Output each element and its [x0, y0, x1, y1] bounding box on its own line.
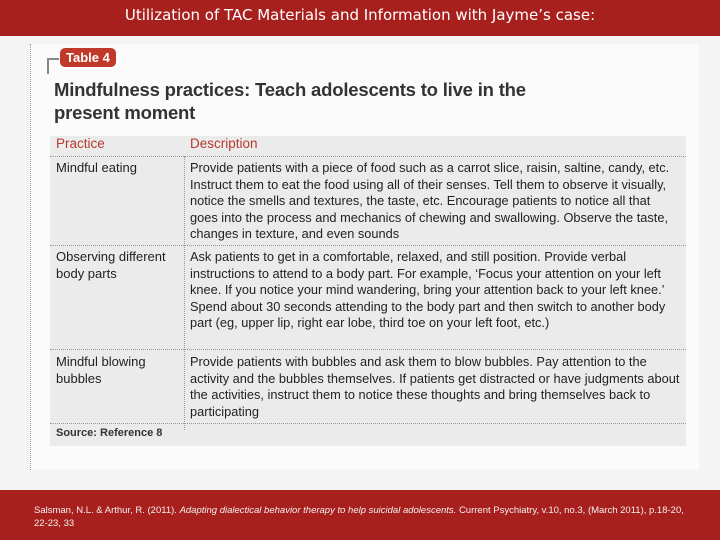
row-divider [50, 349, 686, 350]
table-row-description: Ask patients to get in a comfortable, relaxed, and still position. Provide verbal instructions to attend to a body part. For example, ‘Focus your attention on your left knee. If you notice your mind wandering, bring your attention back to your left knee.’ Spend about 30 seconds attending to the body part and then switch to another body part (eg, upper lip, right ear lobe, third toe on your left foot, etc.) [190, 249, 666, 330]
citation-authors: Salsman, N.L. & Arthur, R. (2011). [34, 505, 177, 516]
slide-title: Utilization of TAC Materials and Information with Jayme’s case: [124, 6, 596, 24]
column-header-description: Description [190, 136, 258, 151]
row-divider [50, 423, 686, 424]
table-row-description: Provide patients with bubbles and ask them to blow bubbles. Pay attention to the activity and the bubbles themselves. If patients get distracted or have judgments about the activities, instruct them to notice these thoughts and bring themselves back to participating [190, 354, 680, 419]
table-heading: Mindfulness practices: Teach adolescents to live in the present moment [54, 79, 526, 123]
column-header-practice: Practice [56, 136, 105, 151]
table-source: Source: Reference 8 [56, 427, 163, 439]
table-row-practice: Mindful blowing bubbles [56, 354, 146, 386]
citation-footer [34, 504, 694, 530]
table-row-practice: Mindful eating [56, 160, 137, 175]
table-row-description: Provide patients with a piece of food such as a carrot slice, raisin, saltine, candy, etc. Instruct them to eat the food using all of their senses. Tell them to observe it visually, notice the smells and textures, the taste, etc. Encourage patients to notice all that goes into the process and mechanics of chewing and swallowing. Observe the taste, changes in texture, and even sounds [190, 160, 670, 241]
table-row-practice: Observing different body parts [56, 249, 166, 281]
column-divider [184, 156, 185, 430]
row-divider [50, 245, 686, 246]
corner-mark [47, 58, 59, 74]
citation-title: Adapting dialectical behavior therapy to help suicidal adolescents. [179, 505, 457, 516]
mindfulness-table [50, 136, 686, 446]
table-badge: Table 4 [60, 48, 116, 67]
row-divider [50, 156, 686, 157]
citation-journal: Current Psychiatry, v.10, no.3, (March 2011), p.18-20, 22-23, 33 [34, 505, 684, 529]
